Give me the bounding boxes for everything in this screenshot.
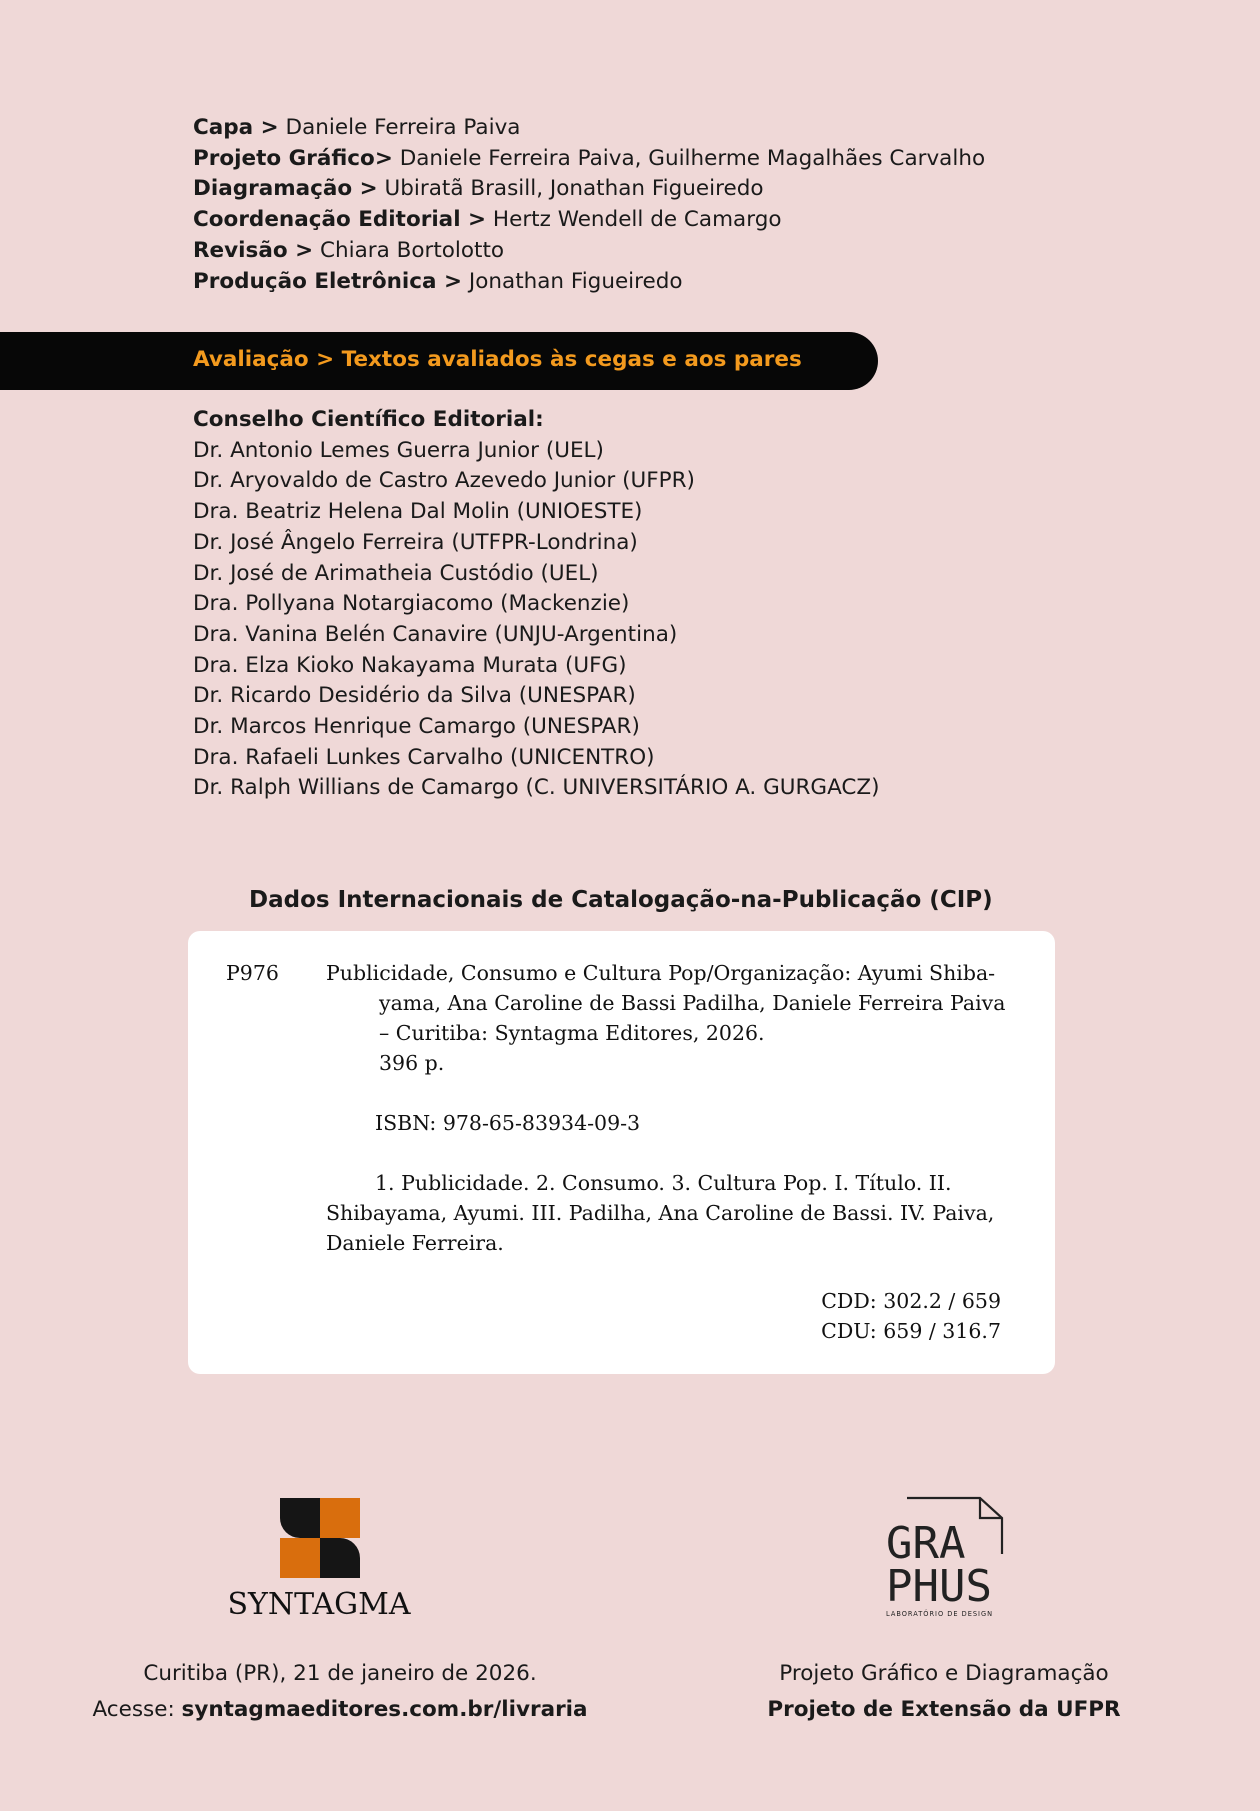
evaluation-text: Avaliação > Textos avaliados às cegas e aos pares bbox=[193, 347, 802, 372]
cip-cdd: CDD: 302.2 / 659 bbox=[821, 1289, 1001, 1313]
credit-value: Chiara Bortolotto bbox=[319, 237, 505, 263]
cip-entry-line: Publicidade, Consumo e Cultura Pop/Organização: Ayumi Shiba- bbox=[326, 961, 996, 985]
credit-row bbox=[193, 267, 985, 298]
credit-value: Daniele Ferreira Paiva bbox=[285, 115, 521, 140]
credit-row bbox=[193, 144, 985, 175]
council-member: Dra. Elza Kioko Nakayama Murata (UFG) bbox=[193, 652, 627, 678]
credit-row bbox=[193, 236, 985, 267]
council-member: Dr. Antonio Lemes Guerra Junior (UEL) bbox=[193, 437, 604, 463]
credit-row bbox=[193, 205, 985, 236]
bookstore-link[interactable]: syntagmaeditores.com.br/livraria bbox=[181, 1697, 588, 1722]
credit-label: Projeto Gráfico> bbox=[193, 145, 393, 171]
council-member: Dr. Aryovaldo de Castro Azevedo Junior (UFPR) bbox=[193, 468, 695, 494]
credit-label: Diagramação > bbox=[193, 176, 378, 202]
cip-subjects-line: Shibayama, Ayumi. III. Padilha, Ana Caroline de Bassi. IV. Paiva, bbox=[326, 1201, 995, 1225]
syntagma-wordmark: SYNTAGMA bbox=[227, 1587, 411, 1622]
extension-project: Projeto de Extensão da UFPR bbox=[767, 1697, 1121, 1722]
council-member: Dr. José Ângelo Ferreira (UTFPR-Londrina) bbox=[193, 529, 638, 555]
council-member: Dr. José de Arimatheia Custódio (UEL) bbox=[193, 560, 599, 586]
cip-pages: 396 p. bbox=[379, 1051, 445, 1075]
access-line bbox=[60, 1692, 620, 1728]
council-member: Dr. Ralph Willians de Camargo (C. UNIVERSITÁRIO A. GURGACZ) bbox=[193, 775, 880, 801]
council-member: Dr. Ricardo Desidério da Silva (UNESPAR) bbox=[193, 683, 636, 709]
evaluation-banner bbox=[0, 332, 878, 390]
cip-subjects-line: Daniele Ferreira. bbox=[326, 1231, 504, 1255]
footer-right bbox=[744, 1656, 1144, 1728]
cip-card bbox=[188, 931, 1055, 1374]
credit-label: Revisão > bbox=[193, 237, 314, 263]
syntagma-logo-icon bbox=[280, 1498, 360, 1578]
cip-entry-line: yama, Ana Caroline de Bassi Padilha, Daniele Ferreira Paiva bbox=[379, 991, 1006, 1015]
credits-block bbox=[193, 113, 985, 297]
footer-left bbox=[60, 1656, 620, 1728]
cip-entry-line: – Curitiba: Syntagma Editores, 2026. bbox=[379, 1021, 765, 1045]
council-member: Dra. Beatriz Helena Dal Molin (UNIOESTE) bbox=[193, 499, 643, 525]
credit-label: Capa > bbox=[193, 115, 279, 140]
council-member: Dra. Vanina Belén Canavire (UNJU-Argentina) bbox=[193, 621, 678, 647]
publication-place-date: Curitiba (PR), 21 de janeiro de 2026. bbox=[143, 1661, 537, 1686]
cip-title: Dados Internacionais de Catalogação-na-Publicação (CIP) bbox=[249, 887, 993, 913]
credit-value: Daniele Ferreira Paiva, Guilherme Magalhães Carvalho bbox=[399, 145, 986, 171]
design-credit: Projeto Gráfico e Diagramação bbox=[779, 1661, 1109, 1686]
access-prefix: Acesse: bbox=[92, 1697, 182, 1722]
cip-cdu: CDU: 659 / 316.7 bbox=[821, 1319, 1001, 1343]
credit-row bbox=[193, 174, 985, 205]
graphus-subtitle: LABORATÓRIO DE DESIGN bbox=[886, 1610, 994, 1618]
credit-row bbox=[193, 113, 985, 144]
credit-label: Coordenação Editorial > bbox=[193, 207, 487, 233]
credit-value: Ubiratã Brasill, Jonathan Figueiredo bbox=[384, 176, 764, 202]
scientific-council bbox=[193, 405, 880, 804]
council-member: Dra. Rafaeli Lunkes Carvalho (UNICENTRO) bbox=[193, 744, 655, 770]
credit-value: Jonathan Figueiredo bbox=[468, 268, 683, 294]
graphus-logo-icon bbox=[880, 1496, 1020, 1621]
cip-code: P976 bbox=[226, 961, 279, 985]
council-member: Dr. Marcos Henrique Camargo (UNESPAR) bbox=[193, 714, 640, 740]
council-member: Dra. Pollyana Notargiacomo (Mackenzie) bbox=[193, 591, 630, 617]
graphus-line-1: GRA bbox=[886, 1518, 966, 1569]
cip-isbn: ISBN: 978-65-83934-09-3 bbox=[375, 1111, 641, 1135]
graphus-line-2: PHUS bbox=[886, 1561, 992, 1612]
credit-value: Hertz Wendell de Camargo bbox=[492, 207, 782, 233]
council-heading: Conselho Científico Editorial: bbox=[193, 407, 544, 432]
cip-subjects-line: 1. Publicidade. 2. Consumo. 3. Cultura Pop. I. Título. II. bbox=[375, 1171, 952, 1195]
credit-label: Produção Eletrônica > bbox=[193, 268, 463, 294]
